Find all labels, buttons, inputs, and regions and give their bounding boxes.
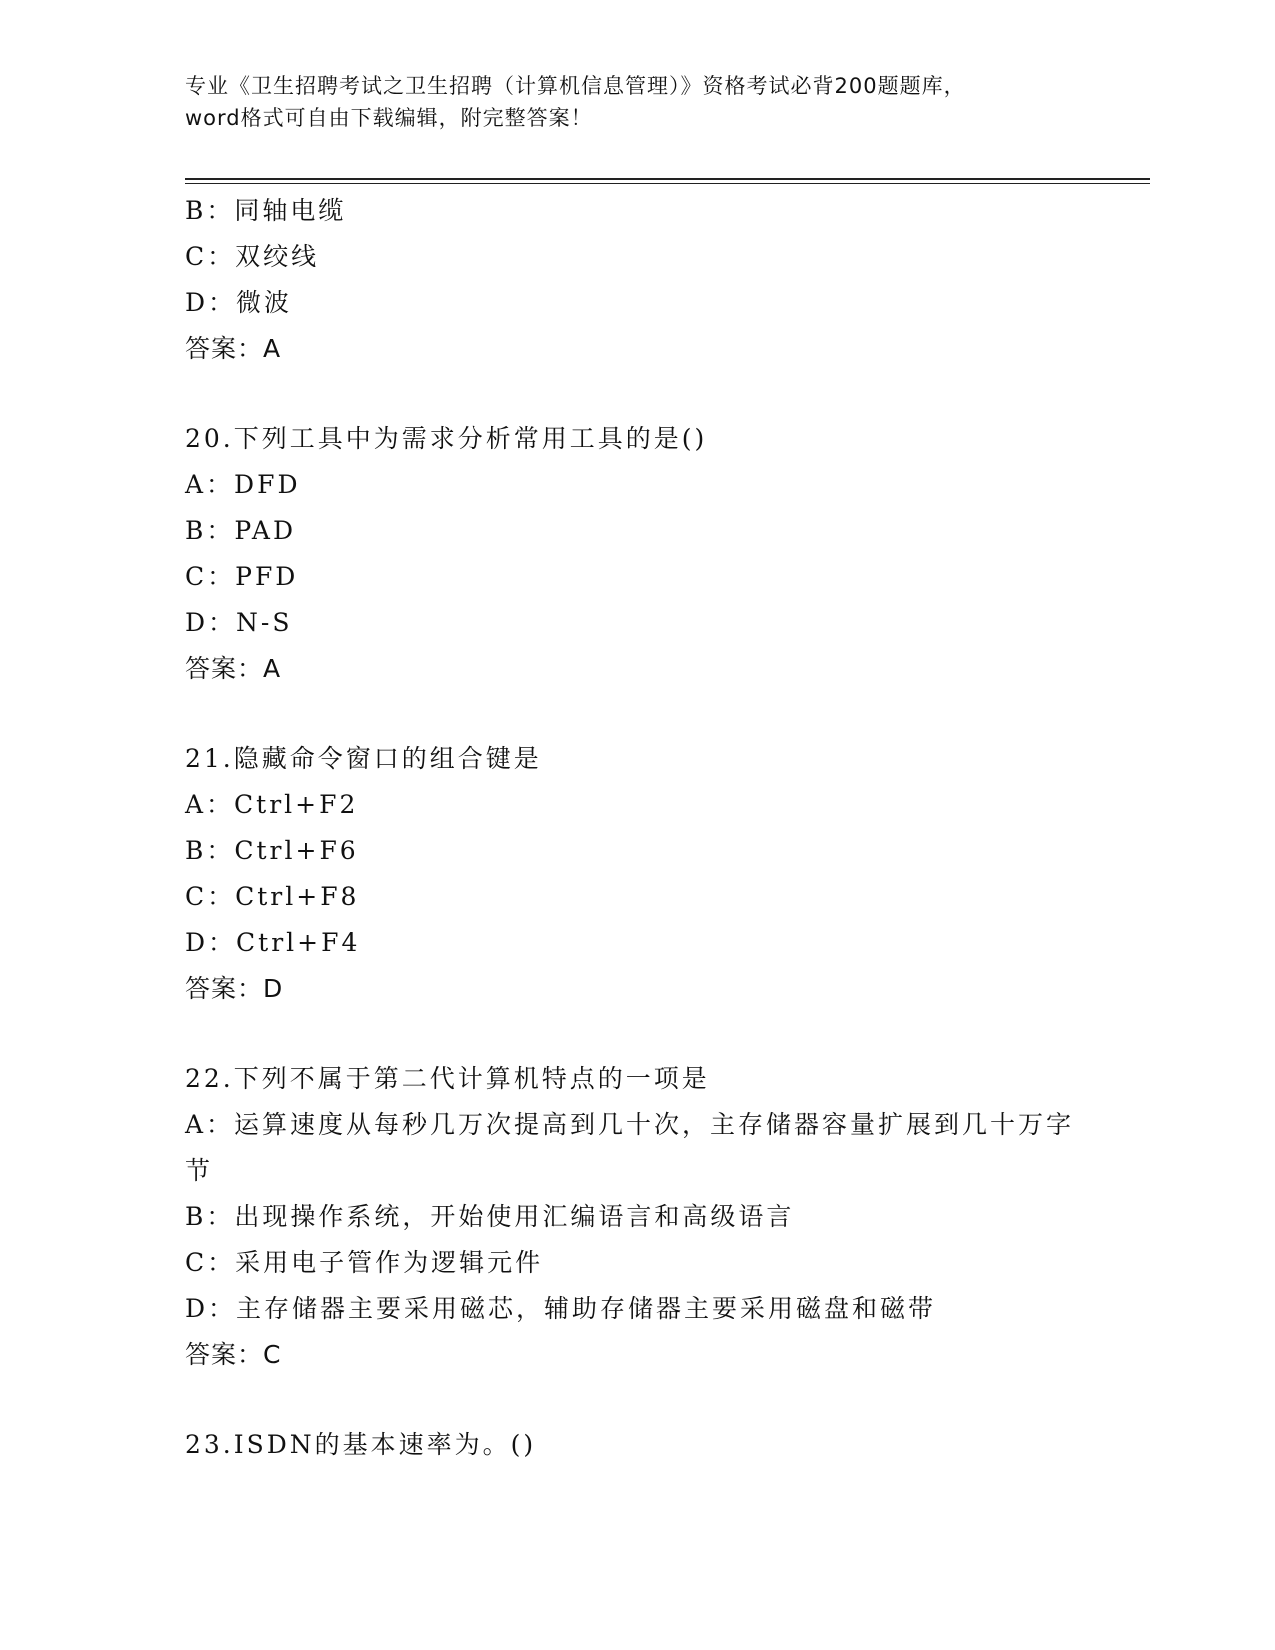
option-c: C：双绞线: [185, 242, 320, 271]
option-d: D：主存储器主要采用磁芯，辅助存储器主要采用磁盘和磁带: [185, 1294, 937, 1323]
header-divider-thin: [185, 183, 1150, 184]
question-21: [185, 736, 1085, 1012]
question-23: [185, 1422, 1085, 1468]
option-b: B：Ctrl+F6: [185, 836, 359, 865]
question-19-tail: [185, 188, 1085, 372]
question-list: [185, 188, 1085, 1468]
option-c: C：PFD: [185, 562, 299, 591]
option-a: A：DFD: [185, 470, 301, 499]
document-header: [185, 70, 1105, 134]
answer: 答案：A: [185, 654, 282, 683]
option-c: C：Ctrl+F8: [185, 882, 360, 911]
option-d: D：微波: [185, 288, 293, 317]
option-b: B：出现操作系统，开始使用汇编语言和高级语言: [185, 1202, 795, 1231]
question-22: [185, 1056, 1085, 1378]
question-20: [185, 416, 1085, 692]
option-b: B：PAD: [185, 516, 296, 545]
answer: 答案：C: [185, 1340, 282, 1369]
header-line-2: word格式可自由下载编辑，附完整答案！: [185, 106, 593, 130]
question-text: 20.下列工具中为需求分析常用工具的是(): [185, 424, 708, 453]
option-d: D：N-S: [185, 608, 293, 637]
header-divider: [185, 178, 1150, 180]
question-text: 21.隐藏命令窗口的组合键是: [185, 744, 542, 773]
option-b: B：同轴电缆: [185, 196, 347, 225]
question-text: 22.下列不属于第二代计算机特点的一项是: [185, 1064, 710, 1093]
question-text: 23.ISDN的基本速率为。(): [185, 1430, 537, 1459]
header-line-1: 专业《卫生招聘考试之卫生招聘（计算机信息管理）》资格考试必背200题题库，: [185, 74, 966, 98]
answer: 答案：A: [185, 334, 282, 363]
option-c: C：采用电子管作为逻辑元件: [185, 1248, 544, 1277]
option-a: A：Ctrl+F2: [185, 790, 359, 819]
option-a: A：运算速度从每秒几万次提高到几十次，主存储器容量扩展到几十万字节: [185, 1110, 1075, 1185]
option-d: D：Ctrl+F4: [185, 928, 361, 957]
answer: 答案：D: [185, 974, 284, 1003]
